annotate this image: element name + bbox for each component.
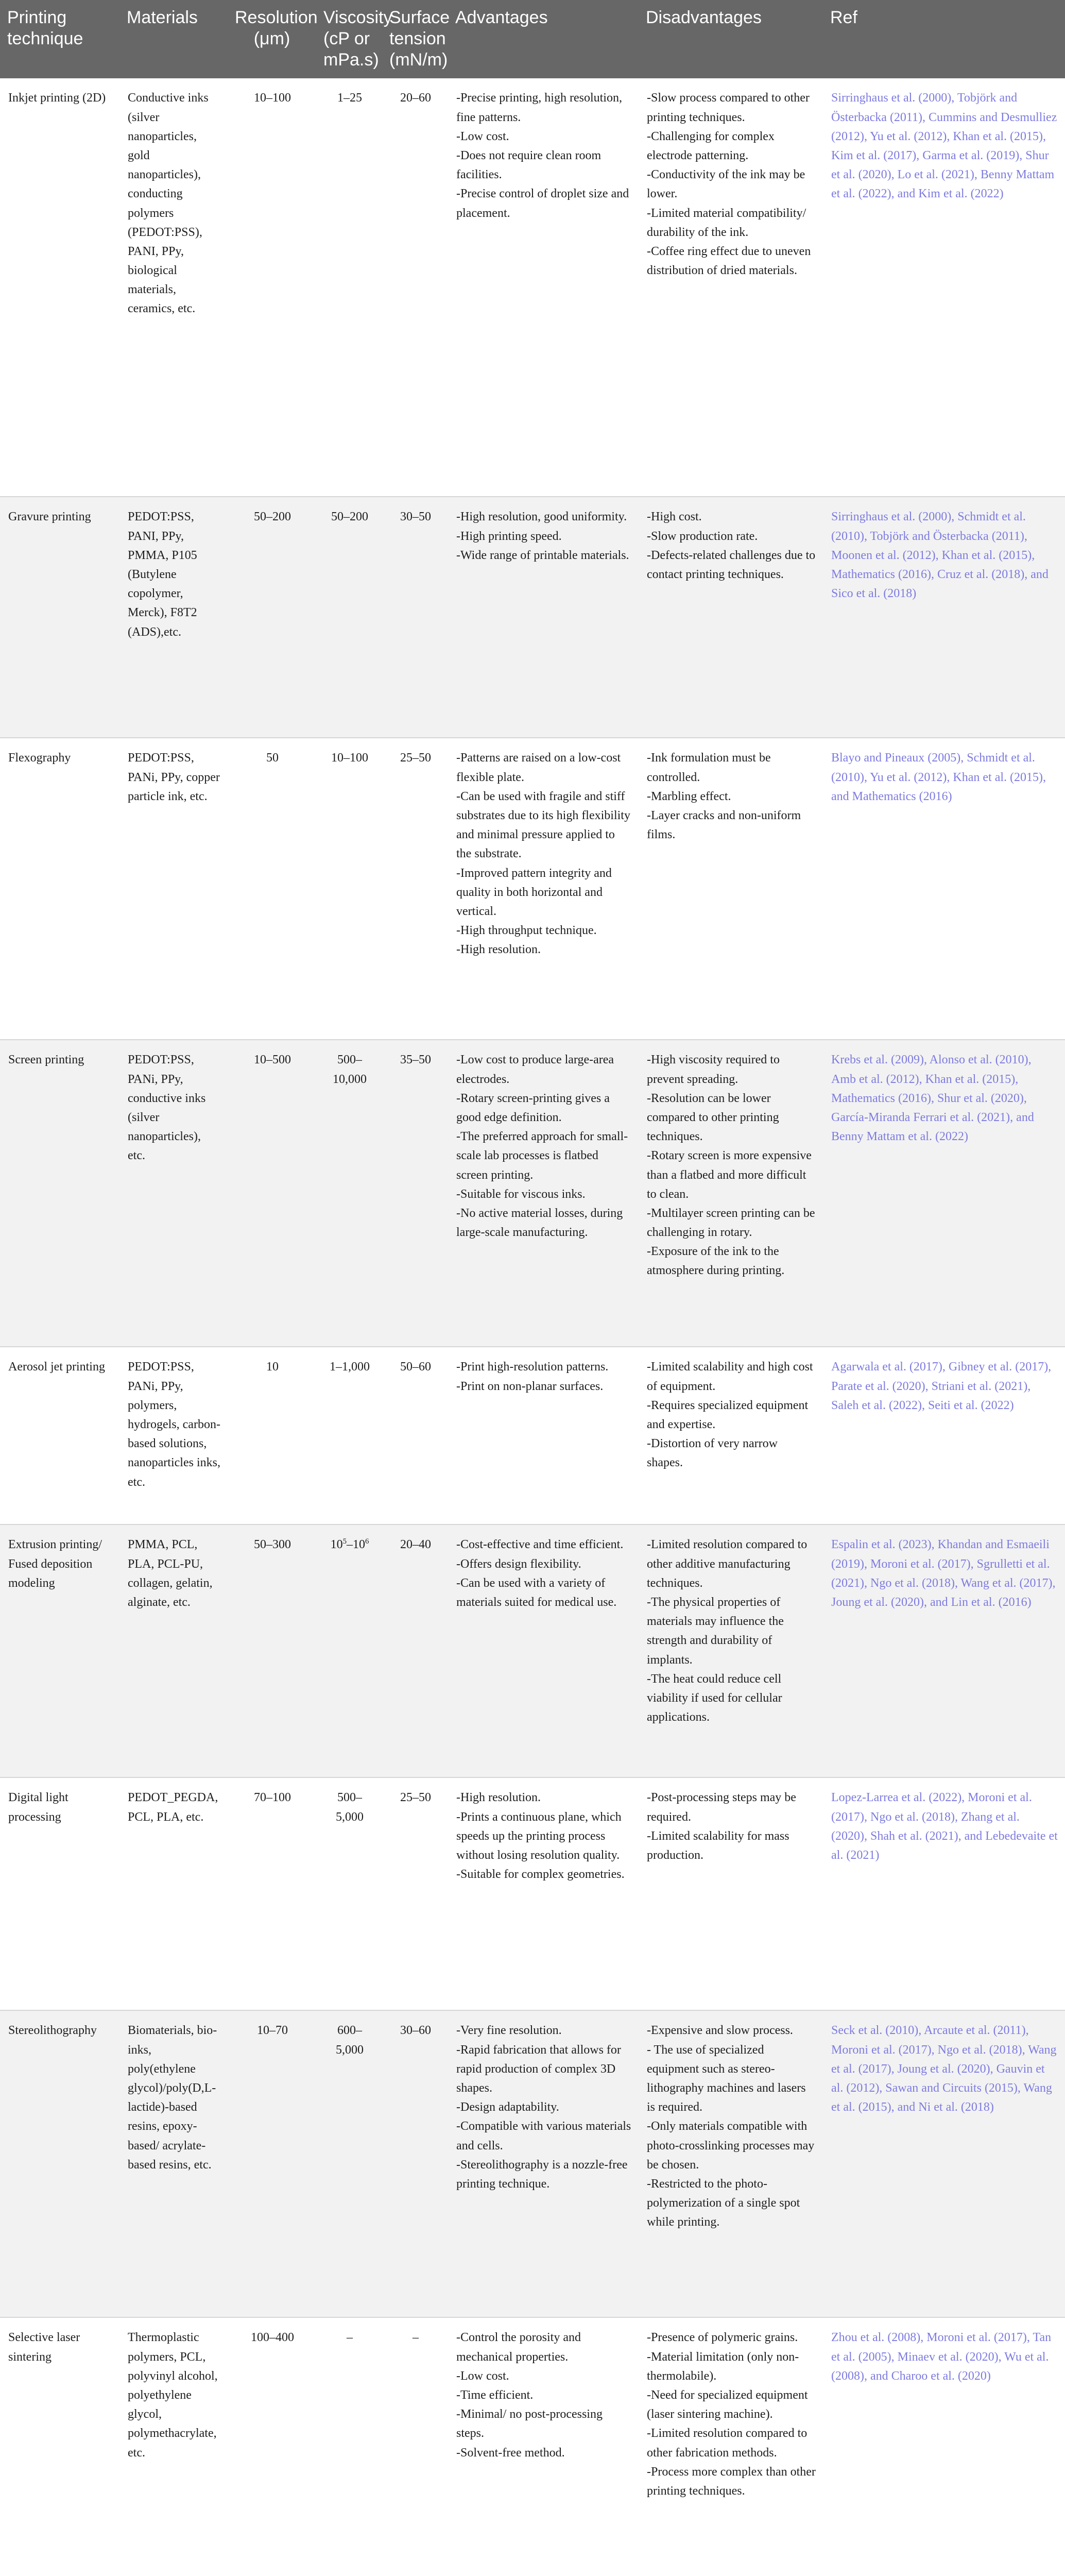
disadvantage-item: -Post-processing steps may be required.	[647, 1791, 796, 1824]
cell-disadvantages	[639, 1524, 823, 1777]
cell-materials: PEDOT_PEGDA, PCL, PLA, etc.	[119, 1777, 228, 2010]
cell-resolution: 100–400	[228, 2317, 316, 2576]
table-row	[0, 1347, 1065, 1524]
header-technique: Printing technique	[0, 0, 119, 78]
header-ref: Ref	[823, 0, 1065, 78]
cell-surface-tension: 20–60	[382, 78, 448, 497]
cell-disadvantages	[639, 1777, 823, 2010]
disadvantage-item: -Distortion of very narrow shapes.	[647, 1437, 778, 1470]
disadvantage-item: -Rotary screen is more expensive than a flatbed and more difficult to clean.	[647, 1149, 812, 1201]
disadvantage-item: -The heat could reduce cell viability if used for cellular applications.	[647, 1672, 782, 1724]
cell-materials: Conductive inks (silver nanoparticles, gold nanoparticles), conducting polymers (PEDOT:PSS), PANI, PPy, biological materials, ceramics, etc.	[119, 78, 228, 497]
advantage-item: -Control the porosity and mechanical properties.	[456, 2331, 581, 2364]
cell-viscosity: 500–10,000	[316, 1040, 382, 1347]
cell-technique: Inkjet printing (2D)	[0, 78, 119, 497]
cell-materials: Biomaterials, bio-inks, poly(ethylene glycol)/poly(D,L-lactide)-based resins, epoxy-based/ acrylate-based resins, etc.	[119, 2010, 228, 2317]
advantage-item: -Can be used with a variety of materials suited for medical use.	[456, 1576, 617, 1609]
advantage-item: -Print on non-planar surfaces.	[456, 1379, 604, 1393]
cell-materials: PMMA, PCL, PLA, PCL-PU, collagen, gelatin, alginate, etc.	[119, 1524, 228, 1777]
cell-viscosity: 1–1,000	[316, 1347, 382, 1524]
disadvantage-item: -The physical properties of materials may influence the strength and durability of implants.	[647, 1595, 784, 1667]
cell-ref	[823, 497, 1065, 738]
ref-links[interactable]: Agarwala et al. (2017), Gibney et al. (2017), Parate et al. (2020), Striani et al. (2021), Saleh et al. (2022), Seiti et al. (2022)	[831, 1360, 1052, 1412]
ref-links[interactable]: Espalin et al. (2023), Khandan and Esmaeili (2019), Moroni et al. (2017), Sgrulletti et al. (2021), Ngo et al. (2018), Wang et al. (2017), Joung et al. (2020), and Lin et al. (2016)	[831, 1538, 1056, 1609]
cell-technique: Selective laser sintering	[0, 2317, 119, 2576]
advantage-item: -Low cost to produce large-area electrodes.	[456, 1053, 614, 1086]
advantage-item: -High resolution.	[456, 943, 541, 957]
viscosity-range-end: –10	[347, 1538, 365, 1552]
cell-materials: PEDOT:PSS, PANi, PPy, copper particle ink, etc.	[119, 738, 228, 1040]
disadvantage-item: -Only materials compatible with photo-crosslinking processes may be chosen.	[647, 2120, 815, 2172]
header-row	[0, 0, 1065, 78]
cell-advantages	[448, 1040, 639, 1347]
header-resolution: Resolution (μm)	[228, 0, 316, 78]
cell-surface-tension: 30–50	[382, 497, 448, 738]
disadvantage-item: -Process more complex than other printing techniques.	[647, 2465, 816, 2498]
cell-advantages	[448, 2010, 639, 2317]
cell-surface-tension: 25–50	[382, 738, 448, 1040]
cell-resolution: 10	[228, 1347, 316, 1524]
cell-resolution: 50–200	[228, 497, 316, 738]
disadvantage-item: -Slow process compared to other printing techniques.	[647, 91, 810, 124]
disadvantage-item: -Restricted to the photo-polymerization of a single spot while printing.	[647, 2177, 800, 2229]
disadvantage-item: -Material limitation (only non-thermolabile).	[647, 2350, 799, 2383]
advantage-item: -Rapid fabrication that allows for rapid production of complex 3D shapes.	[456, 2043, 621, 2095]
disadvantage-item: -Multilayer screen printing can be challenging in rotary.	[647, 1206, 815, 1240]
advantage-item: -Wide range of printable materials.	[456, 548, 629, 562]
advantage-item: -Time efficient.	[456, 2388, 534, 2402]
advantage-item: -Stereolithography is a nozzle-free printing technique.	[456, 2158, 628, 2191]
disadvantage-item: -Requires specialized equipment and expertise.	[647, 1398, 809, 1431]
advantage-item: -Low cost.	[456, 2369, 509, 2383]
disadvantage-item: -Conductivity of the ink may be lower.	[647, 168, 805, 201]
advantage-item: -High throughput technique.	[456, 924, 597, 938]
advantage-item: -Solvent-free method.	[456, 2446, 565, 2460]
header-surface-tension: Surface tension (mN/m)	[382, 0, 448, 78]
disadvantage-item: -Defects-related challenges due to contact printing techniques.	[647, 548, 816, 581]
cell-ref	[823, 1040, 1065, 1347]
cell-technique: Screen printing	[0, 1040, 119, 1347]
disadvantage-item: -Limited scalability for mass production.	[647, 1829, 789, 1862]
table-row	[0, 1040, 1065, 1347]
cell-advantages	[448, 78, 639, 497]
table-row	[0, 497, 1065, 738]
cell-materials: PEDOT:PSS, PANI, PPy, PMMA, P105 (Butylene copolymer, Merck), F8T2 (ADS),etc.	[119, 497, 228, 738]
ref-links[interactable]: Lopez-Larrea et al. (2022), Moroni et al. (2017), Ngo et al. (2018), Zhang et al. (2020), Shah et al. (2021), and Lebedevaite et al. (2021)	[831, 1791, 1058, 1862]
cell-advantages	[448, 1347, 639, 1524]
cell-resolution: 50	[228, 738, 316, 1040]
header-disadvantages: Disadvantages	[639, 0, 823, 78]
cell-advantages	[448, 1777, 639, 2010]
table-row	[0, 2010, 1065, 2317]
ref-links[interactable]: Sirringhaus et al. (2000), Schmidt et al. (2010), Tobjörk and Österbacka (2011), Moonen et al. (2012), Khan et al. (2015), Mathematics (2016), Cruz et al. (2018), and Sico et al. (2018)	[831, 510, 1049, 601]
advantage-item: -Precise control of droplet size and placement.	[456, 187, 629, 220]
advantage-item: -Minimal/ no post-processing steps.	[456, 2408, 603, 2441]
advantage-item: -Patterns are raised on a low-cost flexible plate.	[456, 751, 621, 784]
cell-disadvantages	[639, 738, 823, 1040]
advantage-item: -Offers design flexibility.	[456, 1557, 581, 1571]
cell-ref	[823, 738, 1065, 1040]
cell-advantages	[448, 1524, 639, 1777]
table-row	[0, 738, 1065, 1040]
cell-resolution: 70–100	[228, 1777, 316, 2010]
disadvantage-item: -Layer cracks and non-uniform films.	[647, 808, 801, 842]
disadvantage-item: -Slow production rate.	[647, 529, 758, 543]
advantage-item: -Very fine resolution.	[456, 2024, 562, 2038]
viscosity-exponent: 5	[342, 1537, 347, 1546]
advantage-item: -Compatible with various materials and cells.	[456, 2120, 631, 2153]
table-row	[0, 1777, 1065, 2010]
header-viscosity: Viscosity (cP or mPa.s)	[316, 0, 382, 78]
disadvantage-item: -Coffee ring effect due to uneven distribution of dried materials.	[647, 244, 811, 278]
disadvantage-item: -Limited material compatibility/ durability of the ink.	[647, 206, 806, 239]
cell-ref	[823, 78, 1065, 497]
cell-surface-tension: –	[382, 2317, 448, 2576]
cell-viscosity: 1–25	[316, 78, 382, 497]
cell-advantages	[448, 2317, 639, 2576]
disadvantage-item: -Resolution can be lower compared to other printing techniques.	[647, 1091, 779, 1144]
cell-disadvantages	[639, 1040, 823, 1347]
cell-ref	[823, 1777, 1065, 2010]
disadvantage-item: -Limited scalability and high cost of equipment.	[647, 1360, 813, 1393]
cell-disadvantages	[639, 2317, 823, 2576]
viscosity-base: 10	[330, 1538, 343, 1552]
cell-viscosity	[316, 1524, 382, 1777]
cell-resolution: 10–500	[228, 1040, 316, 1347]
cell-materials: PEDOT:PSS, PANi, PPy, polymers, hydrogels, carbon-based solutions, nanoparticles inks, etc.	[119, 1347, 228, 1524]
advantage-item: -Rotary screen-printing gives a good edge definition.	[456, 1091, 610, 1124]
cell-technique: Gravure printing	[0, 497, 119, 738]
cell-surface-tension: 35–50	[382, 1040, 448, 1347]
cell-resolution: 10–100	[228, 78, 316, 497]
cell-technique: Aerosol jet printing	[0, 1347, 119, 1524]
advantage-item: -High resolution.	[456, 1791, 541, 1805]
disadvantage-item: -Need for specialized equipment (laser sintering machine).	[647, 2388, 808, 2421]
table-row	[0, 78, 1065, 497]
advantage-item: -Precise printing, high resolution, fine patterns.	[456, 91, 622, 124]
cell-disadvantages	[639, 1347, 823, 1524]
cell-resolution: 10–70	[228, 2010, 316, 2317]
disadvantage-item: - The use of specialized equipment such as stereo-lithography machines and lasers is required.	[647, 2043, 806, 2114]
cell-ref	[823, 1524, 1065, 1777]
advantage-item: -Suitable for viscous inks.	[456, 1187, 586, 1201]
cell-technique: Stereolithography	[0, 2010, 119, 2317]
cell-materials: PEDOT:PSS, PANi, PPy, conductive inks (silver nanoparticles), etc.	[119, 1040, 228, 1347]
header-materials: Materials	[119, 0, 228, 78]
disadvantage-item: -Limited resolution compared to other additive manufacturing techniques.	[647, 1538, 808, 1590]
advantage-item: -Design adaptability.	[456, 2100, 559, 2114]
cell-disadvantages	[639, 78, 823, 497]
disadvantage-item: -Ink formulation must be controlled.	[647, 751, 771, 784]
advantage-item: -High resolution, good uniformity.	[456, 510, 627, 524]
cell-ref	[823, 2010, 1065, 2317]
cell-technique: Flexography	[0, 738, 119, 1040]
advantage-item: -Suitable for complex geometries.	[456, 1868, 625, 1882]
cell-surface-tension: 30–60	[382, 2010, 448, 2317]
advantage-item: -High printing speed.	[456, 529, 562, 543]
disadvantage-item: -Expensive and slow process.	[647, 2024, 793, 2038]
disadvantage-item: -Limited resolution compared to other fabrication methods.	[647, 2427, 808, 2460]
advantage-item: -Cost-effective and time efficient.	[456, 1538, 624, 1552]
advantage-item: -Prints a continuous plane, which speeds up the printing process without losing resolution quality.	[456, 1810, 622, 1862]
cell-viscosity: 10–100	[316, 738, 382, 1040]
cell-surface-tension: 20–40	[382, 1524, 448, 1777]
advantage-item: -Does not require clean room facilities.	[456, 148, 602, 182]
ref-links[interactable]: Krebs et al. (2009), Alonso et al. (2010), Amb et al. (2012), Khan et al. (2015), Mathematics (2016), Shur et al. (2020), García-Miranda Ferrari et al. (2021), and Benny Mattam et al. (2022)	[831, 1053, 1034, 1144]
cell-resolution: 50–300	[228, 1524, 316, 1777]
cell-technique: Digital light processing	[0, 1777, 119, 2010]
table-row	[0, 1524, 1065, 1777]
cell-viscosity: 500–5,000	[316, 1777, 382, 2010]
cell-viscosity: 600–5,000	[316, 2010, 382, 2317]
cell-ref	[823, 1347, 1065, 1524]
header-advantages: Advantages	[448, 0, 639, 78]
table-row	[0, 2317, 1065, 2576]
cell-ref	[823, 2317, 1065, 2576]
advantage-item: -Improved pattern integrity and quality in both horizontal and vertical.	[456, 866, 612, 918]
advantage-item: -The preferred approach for small-scale lab processes is flatbed screen printing.	[456, 1130, 628, 1182]
ref-links[interactable]: Sirringhaus et al. (2000), Tobjörk and Österbacka (2011), Cummins and Desmulliez (2012), Yu et al. (2012), Khan et al. (2015), Kim et al. (2017), Garma et al. (2019), Shur et al. (2020), Lo et al. (2021), Benny Mattam et al. (2022), and Kim et al. (2022)	[831, 91, 1057, 201]
advantage-item: -Can be used with fragile and stiff substrates due to its high flexibility and minimal pressure applied to the substrate.	[456, 789, 630, 861]
viscosity-exponent: 6	[365, 1537, 369, 1546]
ref-links[interactable]: Zhou et al. (2008), Moroni et al. (2017), Tan et al. (2005), Minaev et al. (2020), Wu et al. (2008), and Charoo et al. (2020)	[831, 2331, 1052, 2383]
disadvantage-item: -Marbling effect.	[647, 789, 731, 803]
cell-materials: Thermoplastic polymers, PCL, polyvinyl alcohol, polyethylene glycol, polymethacrylate, etc.	[119, 2317, 228, 2576]
ref-links[interactable]: Blayo and Pineaux (2005), Schmidt et al. (2010), Yu et al. (2012), Khan et al. (2015), and Mathematics (2016)	[831, 751, 1046, 803]
disadvantage-item: -High cost.	[647, 510, 702, 524]
ref-links[interactable]: Seck et al. (2010), Arcaute et al. (2011), Moroni et al. (2017), Ngo et al. (2018), Wang et al. (2017), Joung et al. (2020), Gauvin et al. (2012), Sawan and Circuits (2015), Wang et al. (2015), and Ni et al. (2018)	[831, 2024, 1057, 2114]
cell-viscosity: –	[316, 2317, 382, 2576]
cell-disadvantages	[639, 497, 823, 738]
cell-advantages	[448, 497, 639, 738]
cell-surface-tension: 25–50	[382, 1777, 448, 2010]
disadvantage-item: -Exposure of the ink to the atmosphere during printing.	[647, 1245, 785, 1278]
advantage-item: -Print high-resolution patterns.	[456, 1360, 609, 1374]
disadvantage-item: -Presence of polymeric grains.	[647, 2331, 798, 2345]
cell-surface-tension: 50–60	[382, 1347, 448, 1524]
cell-technique: Extrusion printing/ Fused deposition modeling	[0, 1524, 119, 1777]
advantage-item: -Low cost.	[456, 129, 509, 143]
advantage-item: -No active material losses, during large-scale manufacturing.	[456, 1206, 623, 1240]
cell-viscosity: 50–200	[316, 497, 382, 738]
cell-disadvantages	[639, 2010, 823, 2317]
disadvantage-item: -High viscosity required to prevent spreading.	[647, 1053, 780, 1086]
disadvantage-item: -Challenging for complex electrode patterning.	[647, 129, 775, 162]
cell-advantages	[448, 738, 639, 1040]
